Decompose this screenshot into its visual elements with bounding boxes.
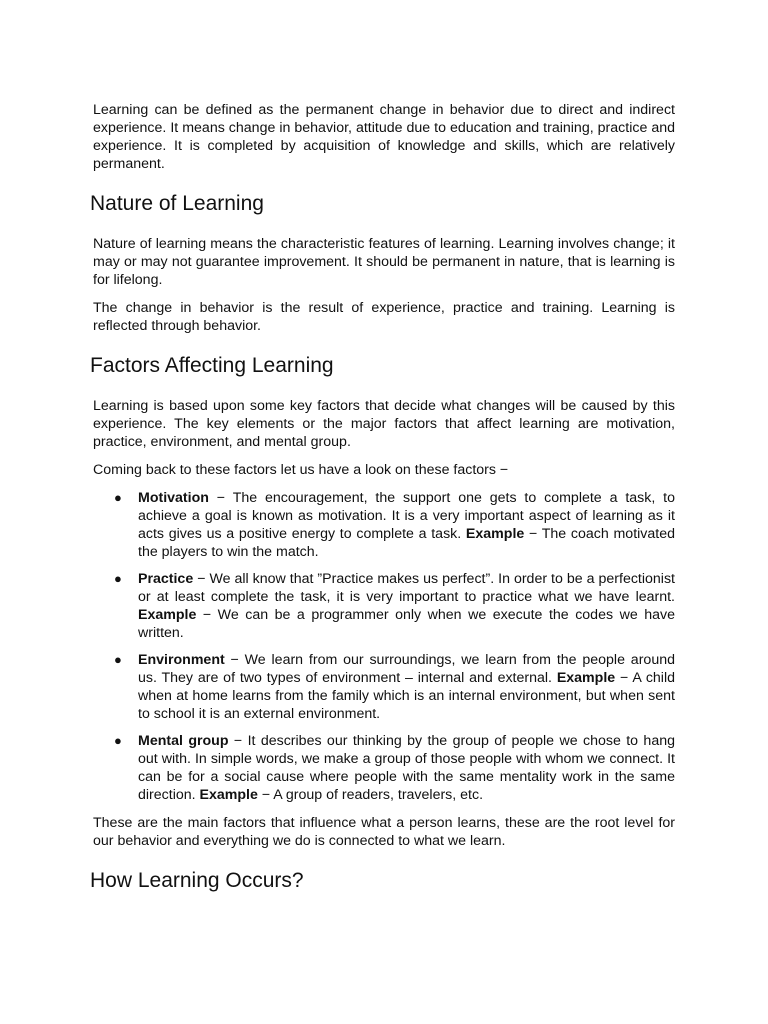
factor-item-motivation bbox=[93, 489, 675, 561]
heading-factors-affecting-learning: Factors Affecting Learning bbox=[90, 354, 334, 377]
bullet-icon: ● bbox=[114, 733, 122, 748]
factor-term: Mental group bbox=[138, 733, 229, 749]
example-label: Example bbox=[465, 526, 525, 542]
nature-paragraph-2: The change in behavior is the result of experience, practice and training. Learning is reflected through behavior. bbox=[93, 300, 675, 334]
example-text: − A group of readers, travelers, etc. bbox=[257, 787, 484, 803]
factor-term: Practice bbox=[138, 571, 194, 587]
example-text: − We can be a programmer only when we execute the codes we have written. bbox=[138, 607, 675, 641]
nature-paragraph-1: Nature of learning means the characteristic features of learning. Learning involves change; it may or may not guarantee improvement. It should be permanent in nature, that is learning is for lifelong. bbox=[93, 236, 675, 288]
factor-text: − We learn from our surroundings, we learn from the people around us. They are of two types of environment – internal and external. bbox=[138, 652, 675, 686]
example-label: Example bbox=[199, 787, 258, 803]
example-text: − A child when at home learns from the family which is an internal environment, but when sent to school it is an external environment. bbox=[138, 670, 675, 722]
bullet-icon: ● bbox=[114, 490, 122, 505]
example-text: − The coach motivated the players to win the match. bbox=[138, 526, 675, 560]
heading-nature-of-learning: Nature of Learning bbox=[90, 192, 264, 215]
intro-paragraph: Learning can be defined as the permanent change in behavior due to direct and indirect experience. It means change in behavior, attitude due to education and training, practice and experience. It is completed by acquisition of knowledge and skills, which are relatively permanent. bbox=[93, 102, 675, 172]
heading-how-learning-occurs: How Learning Occurs? bbox=[90, 869, 304, 892]
factors-paragraph-2: Coming back to these factors let us have a look on these factors − bbox=[93, 462, 509, 478]
factor-item-practice bbox=[93, 570, 675, 642]
factor-item-mental-group bbox=[93, 732, 675, 804]
example-label: Example bbox=[556, 670, 616, 686]
example-label: Example bbox=[138, 607, 197, 623]
factor-text: − The encouragement, the support one gets to complete a task, to achieve a goal is known as motivation. It is a very important aspect of learning as it acts gives us a positive energy to complete a task. bbox=[138, 490, 675, 542]
bullet-icon: ● bbox=[114, 571, 122, 586]
factors-paragraph-1: Learning is based upon some key factors that decide what changes will be caused by this experience. The key elements or the major factors that affect learning are motivation, practice, environment, and mental group. bbox=[93, 398, 675, 450]
bullet-icon: ● bbox=[114, 652, 122, 667]
factor-term: Motivation bbox=[138, 490, 209, 506]
factor-item-environment bbox=[93, 651, 675, 723]
factors-closing-paragraph: These are the main factors that influence what a person learns, these are the root level for our behavior and everything we do is connected to what we learn. bbox=[93, 815, 675, 849]
factor-text: − It describes our thinking by the group of people we chose to hang out with. In simple words, we make a group of those people with whom we connect. It can be for a social cause where people with the same mentality work in the same direction. bbox=[138, 733, 675, 803]
factor-term: Environment bbox=[138, 652, 225, 668]
factor-list bbox=[93, 489, 675, 804]
factor-text: − We all know that ”Practice makes us perfect”. In order to be a perfectionist or at least complete the task, it is very important to practice what we have learnt. bbox=[138, 571, 675, 605]
document-page bbox=[90, 101, 675, 894]
